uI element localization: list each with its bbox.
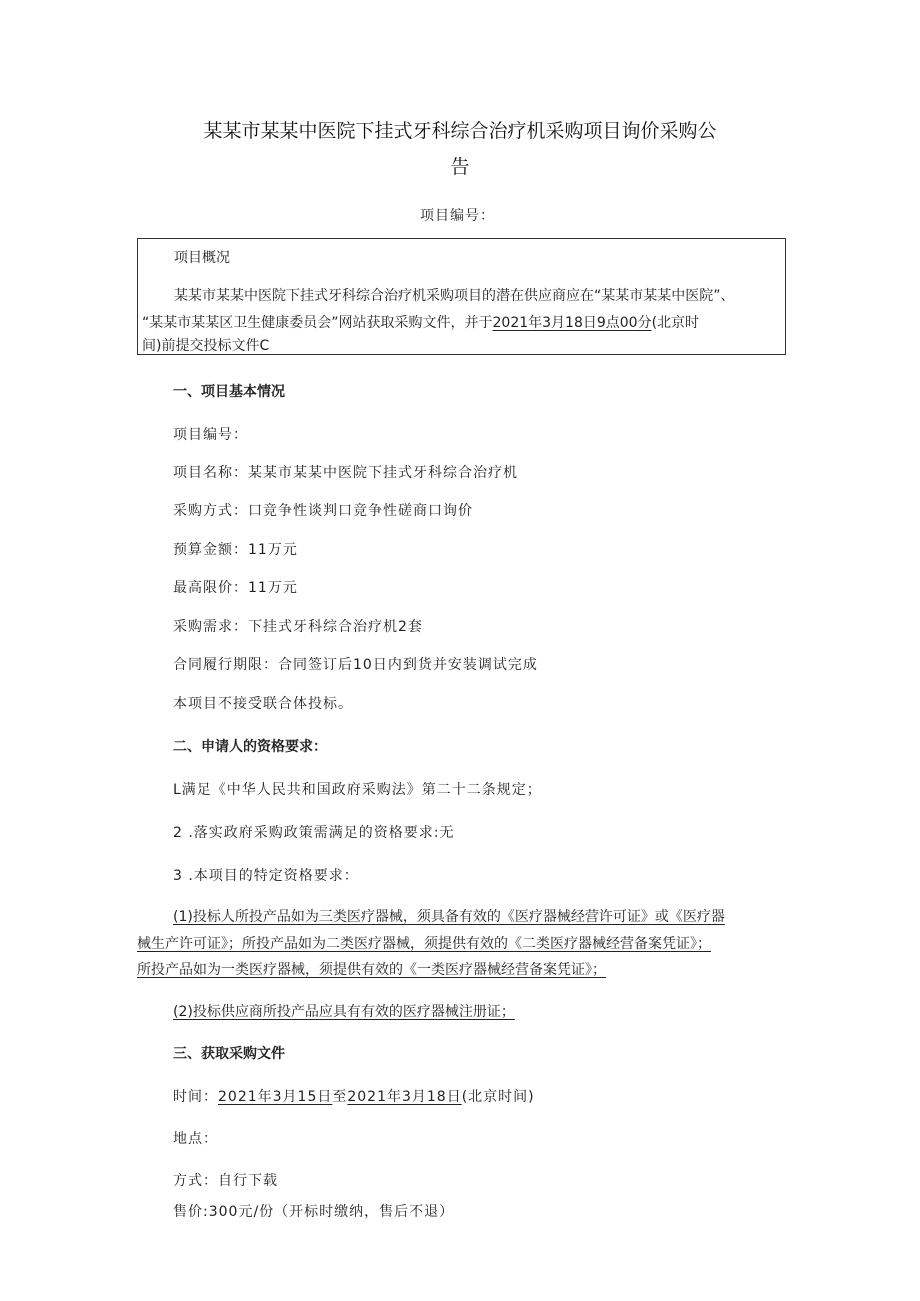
overview-heading: 项目概况 (174, 250, 230, 266)
document-price: 售价:300元/份（开标时缴纳，售后不退） (173, 1204, 455, 1220)
overview-text-line-3: 间)前提交投标文件C (142, 338, 270, 354)
section-1-item: 项目编号： (173, 427, 248, 443)
time-to: 至 (332, 1089, 348, 1105)
section-1-item: 最高限价：11万元 (173, 580, 298, 596)
overview-text-2a: “某某市某某区卫生健康委员会”网站获取采购文件，并于 (142, 315, 493, 331)
section-1-item: 采购方式：口竞争性谈判口竞争性磋商口询价 (173, 503, 473, 519)
section-1-item: 采购需求：下挂式牙科综合治疗机2套 (173, 619, 423, 635)
acquisition-time (173, 1086, 535, 1106)
overview-text-line-1: 某某市某某中医院下挂式牙科综合治疗机采购项目的潜在供应商应在“某某市某某中医院”、 (174, 288, 735, 304)
document-title-line-1: 某某市某某中医院下挂式牙科综合治疗机采购项目询价采购公 (203, 120, 717, 142)
acquisition-place: 地点： (173, 1131, 218, 1147)
section-1-item: 预算金额：11万元 (173, 542, 298, 558)
project-number-label: 项目编号： (420, 208, 495, 224)
project-overview-box (137, 238, 786, 355)
specific-requirement-1-line-3: 所投产品如为一类医疗器械，须提供有效的《一类医疗器械经营备案凭证》； (137, 962, 606, 978)
section-3-heading: 三、获取采购文件 (173, 1046, 285, 1062)
section-1-item: 合同履行期限：合同签订后10日内到货并安装调试完成 (173, 657, 538, 673)
section-1-item: 项目名称：某某市某某中医院下挂式牙科综合治疗机 (173, 465, 518, 481)
document-title-line-2: 告 (450, 156, 470, 178)
requirement-2: 2 .落实政府采购政策需满足的资格要求:无 (173, 825, 455, 841)
time-end: 2021年3月18日 (347, 1089, 462, 1105)
requirement-3: 3 .本项目的特定资格要求： (173, 868, 359, 884)
specific-requirement-2: (2)投标供应商所投产品应具有有效的医疗器械注册证； (173, 1004, 515, 1020)
overview-deadline: 2021年3月18日9点00分 (492, 315, 652, 331)
specific-requirement-1-line-2: 械生产许可证》；所投产品如为二类医疗器械，须提供有效的《二类医疗器械经营备案凭证》； (137, 936, 711, 952)
acquisition-method: 方式：自行下载 (173, 1173, 278, 1189)
section-2-heading: 二、申请人的资格要求： (173, 739, 327, 755)
section-1-item: 本项目不接受联合体投标。 (173, 696, 353, 712)
section-1-heading: 一、项目基本情况 (173, 384, 285, 400)
requirement-1: L满足《中华人民共和国政府采购法》第二十二条规定； (173, 782, 542, 798)
time-timezone: (北京时间) (461, 1089, 535, 1105)
time-start: 2021年3月15日 (218, 1089, 333, 1105)
overview-text-2c: (北京时 (651, 315, 700, 331)
overview-text-line-2 (142, 312, 699, 332)
time-label: 时间： (173, 1089, 218, 1105)
specific-requirement-1-line-1: (1)投标人所投产品如为三类医疗器械，须具备有效的《医疗器械经营许可证》或《医疗器 (173, 909, 725, 925)
